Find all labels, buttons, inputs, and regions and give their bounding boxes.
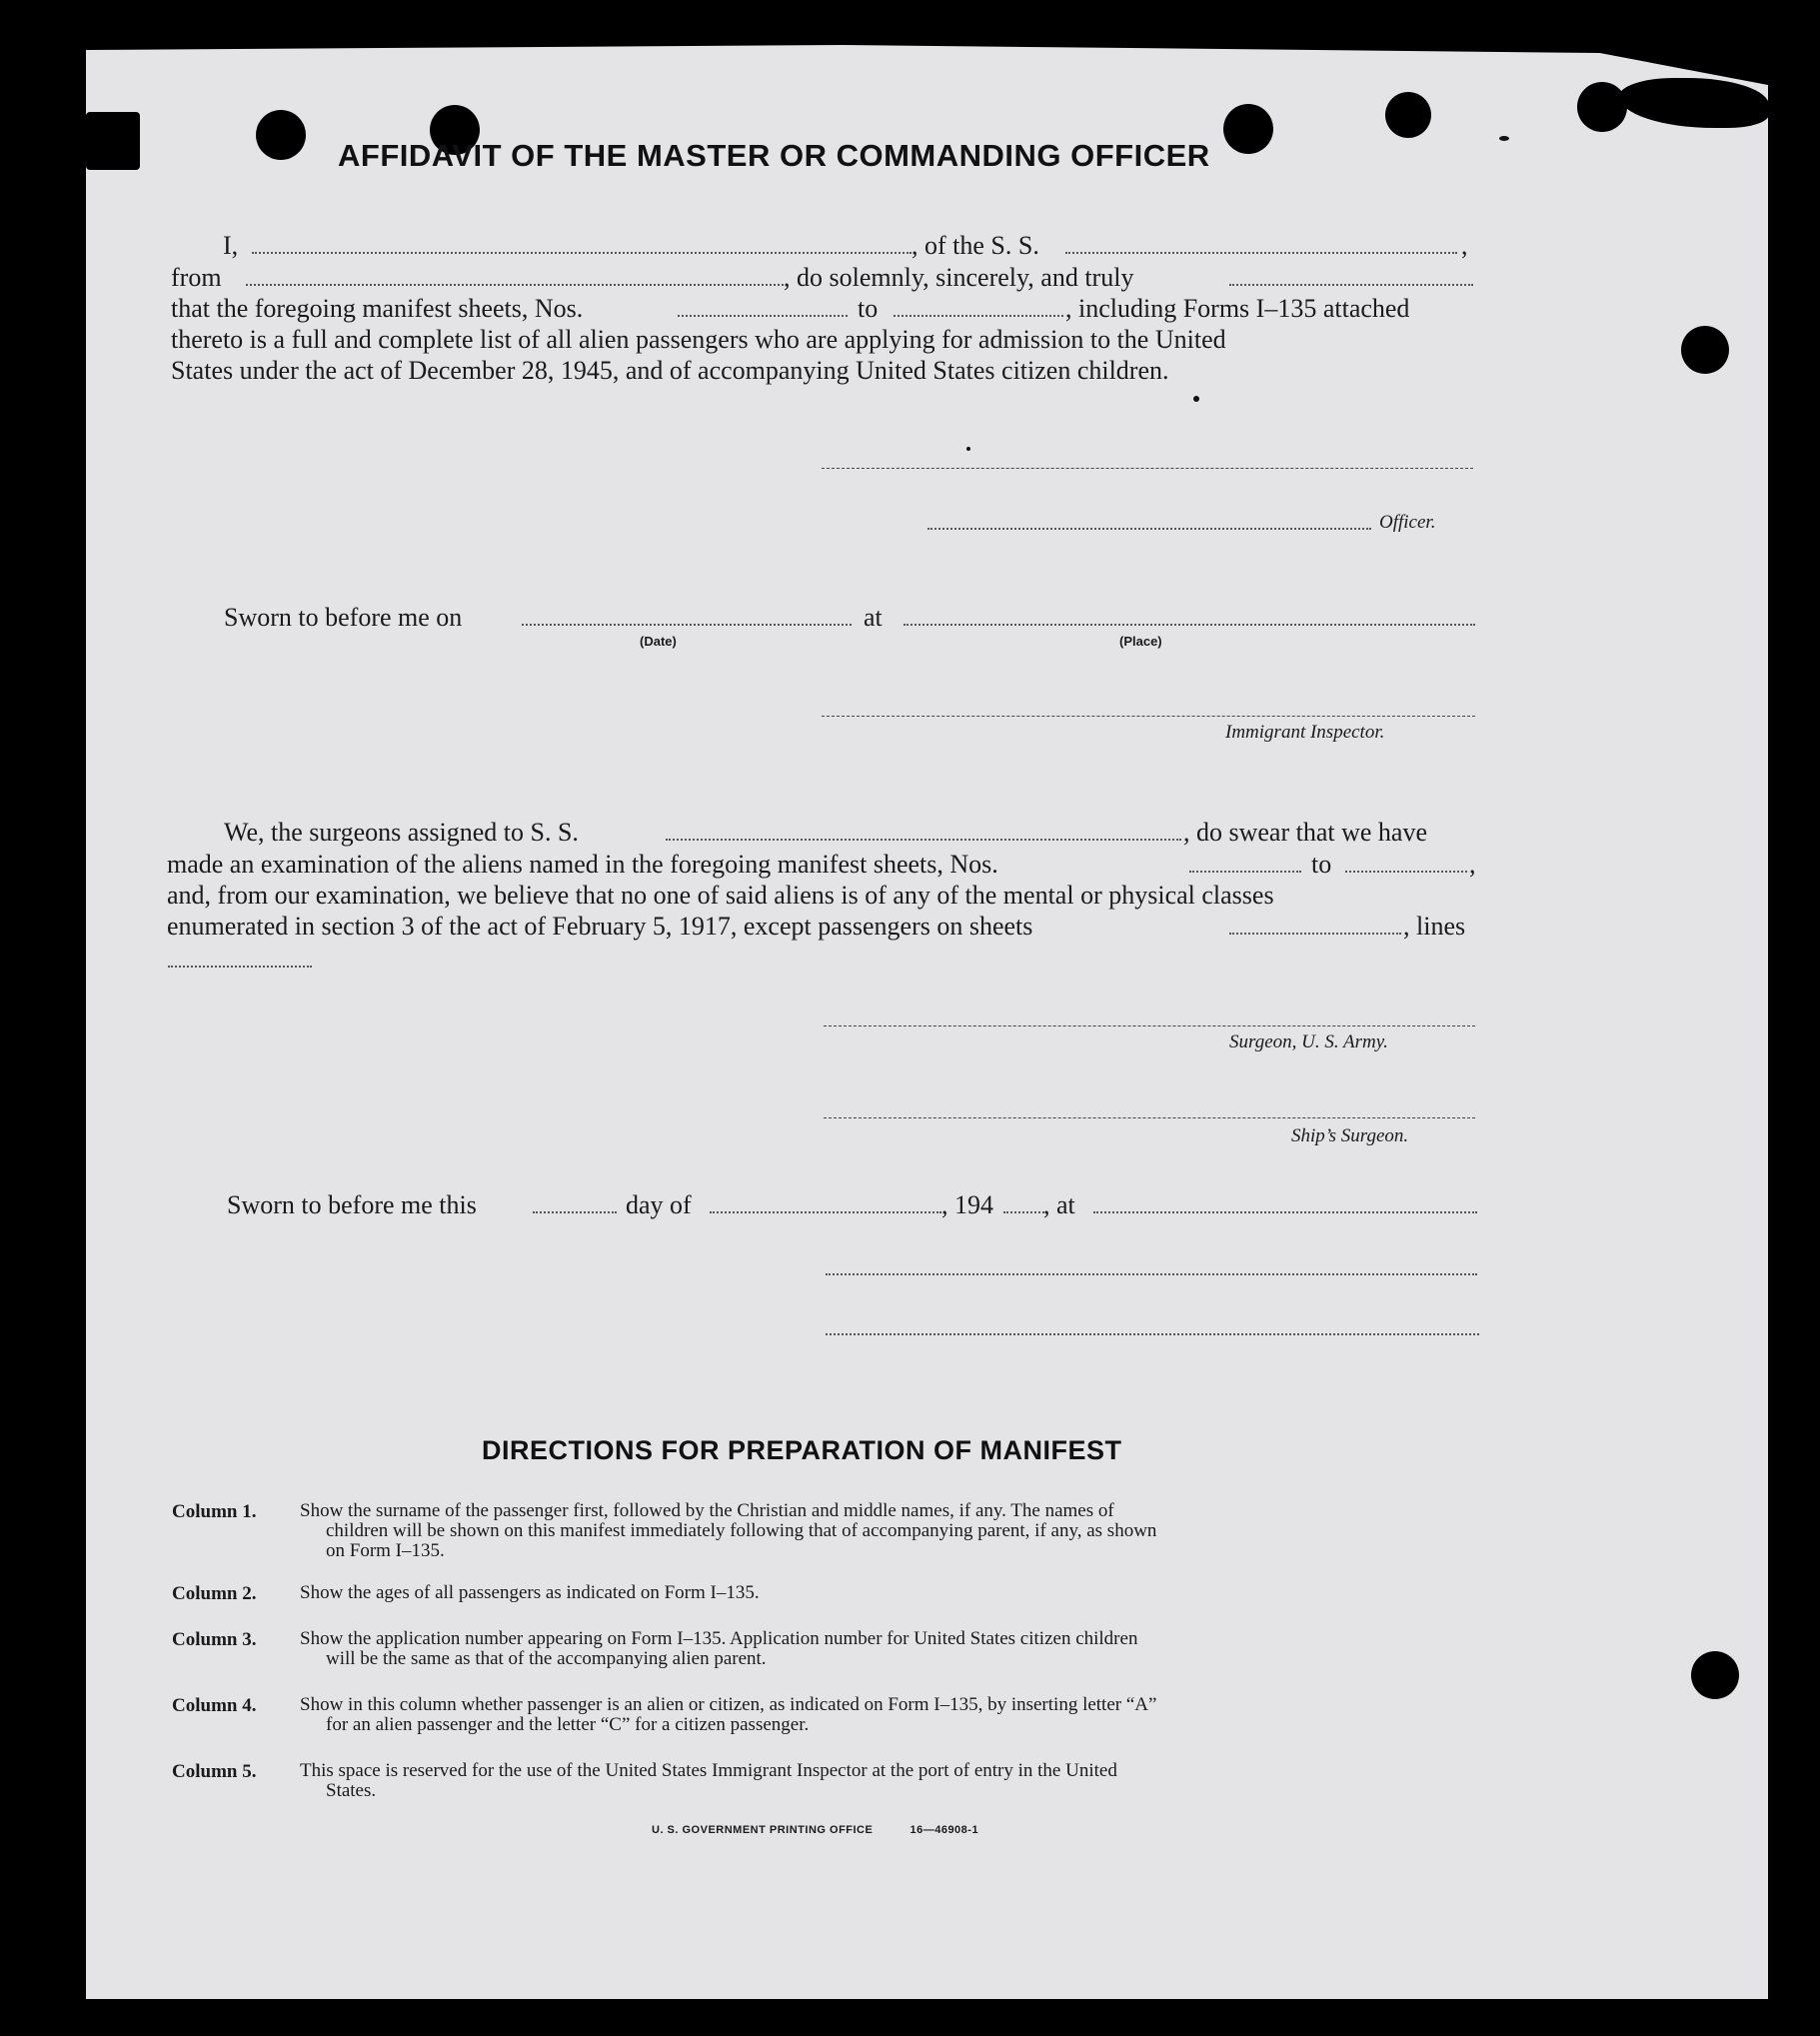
- affidavit-i-text: I,: [223, 231, 239, 260]
- date-caption: (Date): [640, 634, 677, 649]
- affidavit-line3-b: , including Forms I–135 attached: [1065, 294, 1410, 323]
- footer-printer: U. S. GOVERNMENT PRINTING OFFICE: [652, 1824, 874, 1836]
- direction-label: Column 2.: [172, 1583, 257, 1604]
- affidavit-of-ss-text: , of the S. S.: [911, 231, 1039, 260]
- place-caption: (Place): [1119, 634, 1162, 649]
- officer-signature-line[interactable]: [822, 468, 1473, 469]
- ship-name-field[interactable]: [1065, 252, 1457, 254]
- port-from-field[interactable]: [246, 284, 784, 286]
- direction-text: [300, 1501, 1156, 1561]
- surgeons-to-text: to: [1311, 850, 1332, 879]
- affidavit-to-text: to: [858, 294, 879, 323]
- master-name-field[interactable]: [252, 252, 911, 254]
- direction-line: on Form I–135.: [326, 1540, 445, 1561]
- inspector-caption: Immigrant Inspector.: [1225, 722, 1385, 743]
- sworn2-year-text: , 194: [941, 1190, 993, 1219]
- ship-surgeon-caption: Ship’s Surgeon.: [1291, 1125, 1409, 1146]
- affidavit-from-text: from: [171, 263, 222, 292]
- affidavit-comma: ,: [1461, 231, 1468, 260]
- surgeons-sheet-from-field[interactable]: [1189, 871, 1301, 873]
- affidavit-solemnly-text: , do solemnly, sincerely, and truly: [784, 263, 1134, 292]
- directions-title: DIRECTIONS FOR PREPARATION OF MANIFEST: [482, 1435, 1122, 1465]
- speck: [1499, 136, 1509, 141]
- direction-text: [300, 1761, 1117, 1801]
- direction-line: will be the same as that of the accompanying alien parent.: [326, 1648, 767, 1669]
- oath-field[interactable]: [1229, 284, 1473, 286]
- officer-caption: Officer.: [1379, 512, 1436, 533]
- sworn2-text: Sworn to before me this: [227, 1190, 477, 1219]
- sworn2-day-field[interactable]: [533, 1211, 617, 1213]
- surgeons-ship-field[interactable]: [666, 839, 1181, 841]
- punch-hole: [1385, 92, 1431, 138]
- direction-line: children will be shown on this manifest immediately following that of accompanying parent, if any, as shown: [326, 1520, 1157, 1541]
- sworn2-signature-line[interactable]: [826, 1273, 1477, 1275]
- speck: [966, 447, 970, 451]
- affidavit-line4: thereto is a full and complete list of all alien passengers who are applying for admission to the United: [171, 325, 1226, 354]
- inspector-signature-line[interactable]: [822, 716, 1475, 717]
- punch-hole: [1223, 104, 1273, 154]
- sheet-from-field[interactable]: [678, 315, 848, 317]
- surgeons-line1-a: We, the surgeons assigned to S. S.: [224, 818, 579, 847]
- sworn-place-field[interactable]: [904, 624, 1475, 626]
- direction-item: [172, 1761, 1483, 1801]
- sworn2-year-field[interactable]: [1003, 1211, 1047, 1213]
- lines-field[interactable]: [168, 966, 312, 968]
- direction-label: Column 4.: [172, 1695, 257, 1716]
- sworn-on-text: Sworn to before me on: [224, 603, 463, 632]
- direction-item: [172, 1629, 1483, 1669]
- speck: [1193, 396, 1199, 402]
- punch-hole: [256, 110, 306, 160]
- sheets-field[interactable]: [1229, 933, 1401, 935]
- punch-hole: [1691, 1651, 1739, 1699]
- direction-line: Show the surname of the passenger first, followed by the Christian and middle names, if any. The names of: [300, 1500, 1114, 1521]
- footer: [652, 1824, 978, 1836]
- army-surgeon-signature-line[interactable]: [824, 1025, 1475, 1026]
- ship-surgeon-signature-line[interactable]: [824, 1117, 1475, 1118]
- surgeons-comma: ,: [1469, 850, 1476, 879]
- punch-hole: [1577, 82, 1627, 132]
- sworn2-title-line[interactable]: [826, 1333, 1479, 1335]
- sworn2-place-field[interactable]: [1093, 1211, 1477, 1213]
- army-surgeon-caption: Surgeon, U. S. Army.: [1229, 1031, 1388, 1052]
- edge-tear: [86, 112, 140, 170]
- surgeons-sheet-to-field[interactable]: [1345, 871, 1467, 873]
- sworn2-day-of-text: day of: [626, 1190, 692, 1219]
- sheet-to-field[interactable]: [894, 315, 1063, 317]
- affidavit-line5: States under the act of December 28, 1945, and of accompanying United States citizen children.: [171, 356, 1169, 385]
- surgeons-line2-a: made an examination of the aliens named in the foregoing manifest sheets, Nos.: [167, 850, 998, 879]
- direction-label: Column 3.: [172, 1629, 257, 1650]
- direction-label: Column 5.: [172, 1761, 257, 1782]
- surgeons-line4-b: , lines: [1403, 912, 1466, 941]
- direction-item: [172, 1695, 1483, 1735]
- sworn-date-field[interactable]: [522, 624, 852, 626]
- direction-text: [300, 1695, 1156, 1735]
- affidavit-line3-a: that the foregoing manifest sheets, Nos.: [171, 294, 584, 323]
- sworn2-month-field[interactable]: [710, 1211, 941, 1213]
- sworn-at-text: at: [864, 603, 883, 632]
- direction-line: States.: [326, 1780, 377, 1801]
- surgeons-line1-b: , do swear that we have: [1183, 818, 1428, 847]
- direction-line: for an alien passenger and the letter “C” for a citizen passenger.: [326, 1714, 810, 1735]
- direction-item: [172, 1501, 1483, 1561]
- direction-text: [300, 1629, 1137, 1669]
- surgeons-line4-a: enumerated in section 3 of the act of February 5, 1917, except passengers on sheets: [167, 912, 1033, 941]
- sworn2-at-text: , at: [1043, 1190, 1075, 1219]
- direction-label: Column 1.: [172, 1501, 257, 1522]
- direction-text: [300, 1583, 760, 1605]
- direction-item: [172, 1583, 1483, 1605]
- direction-line: Show in this column whether passenger is an alien or citizen, as indicated on Form I–135, by inserting letter “A”: [300, 1694, 1157, 1715]
- direction-line: Show the ages of all passengers as indicated on Form I–135.: [300, 1582, 760, 1603]
- officer-title-field[interactable]: [927, 528, 1371, 530]
- directions-list: [172, 1501, 1483, 1801]
- direction-line: Show the application number appearing on Form I–135. Application number for United States citizen children: [300, 1628, 1138, 1649]
- surgeons-line3: and, from our examination, we believe that no one of said aliens is of any of the mental or physical classes: [167, 881, 1274, 910]
- direction-line: This space is reserved for the use of the United States Immigrant Inspector at the port of entry in the United: [300, 1760, 1117, 1781]
- punch-hole: [1681, 326, 1729, 374]
- footer-form-number: 16—46908-1: [910, 1824, 979, 1836]
- affidavit-title: AFFIDAVIT OF THE MASTER OR COMMANDING OFFICER: [338, 138, 1210, 173]
